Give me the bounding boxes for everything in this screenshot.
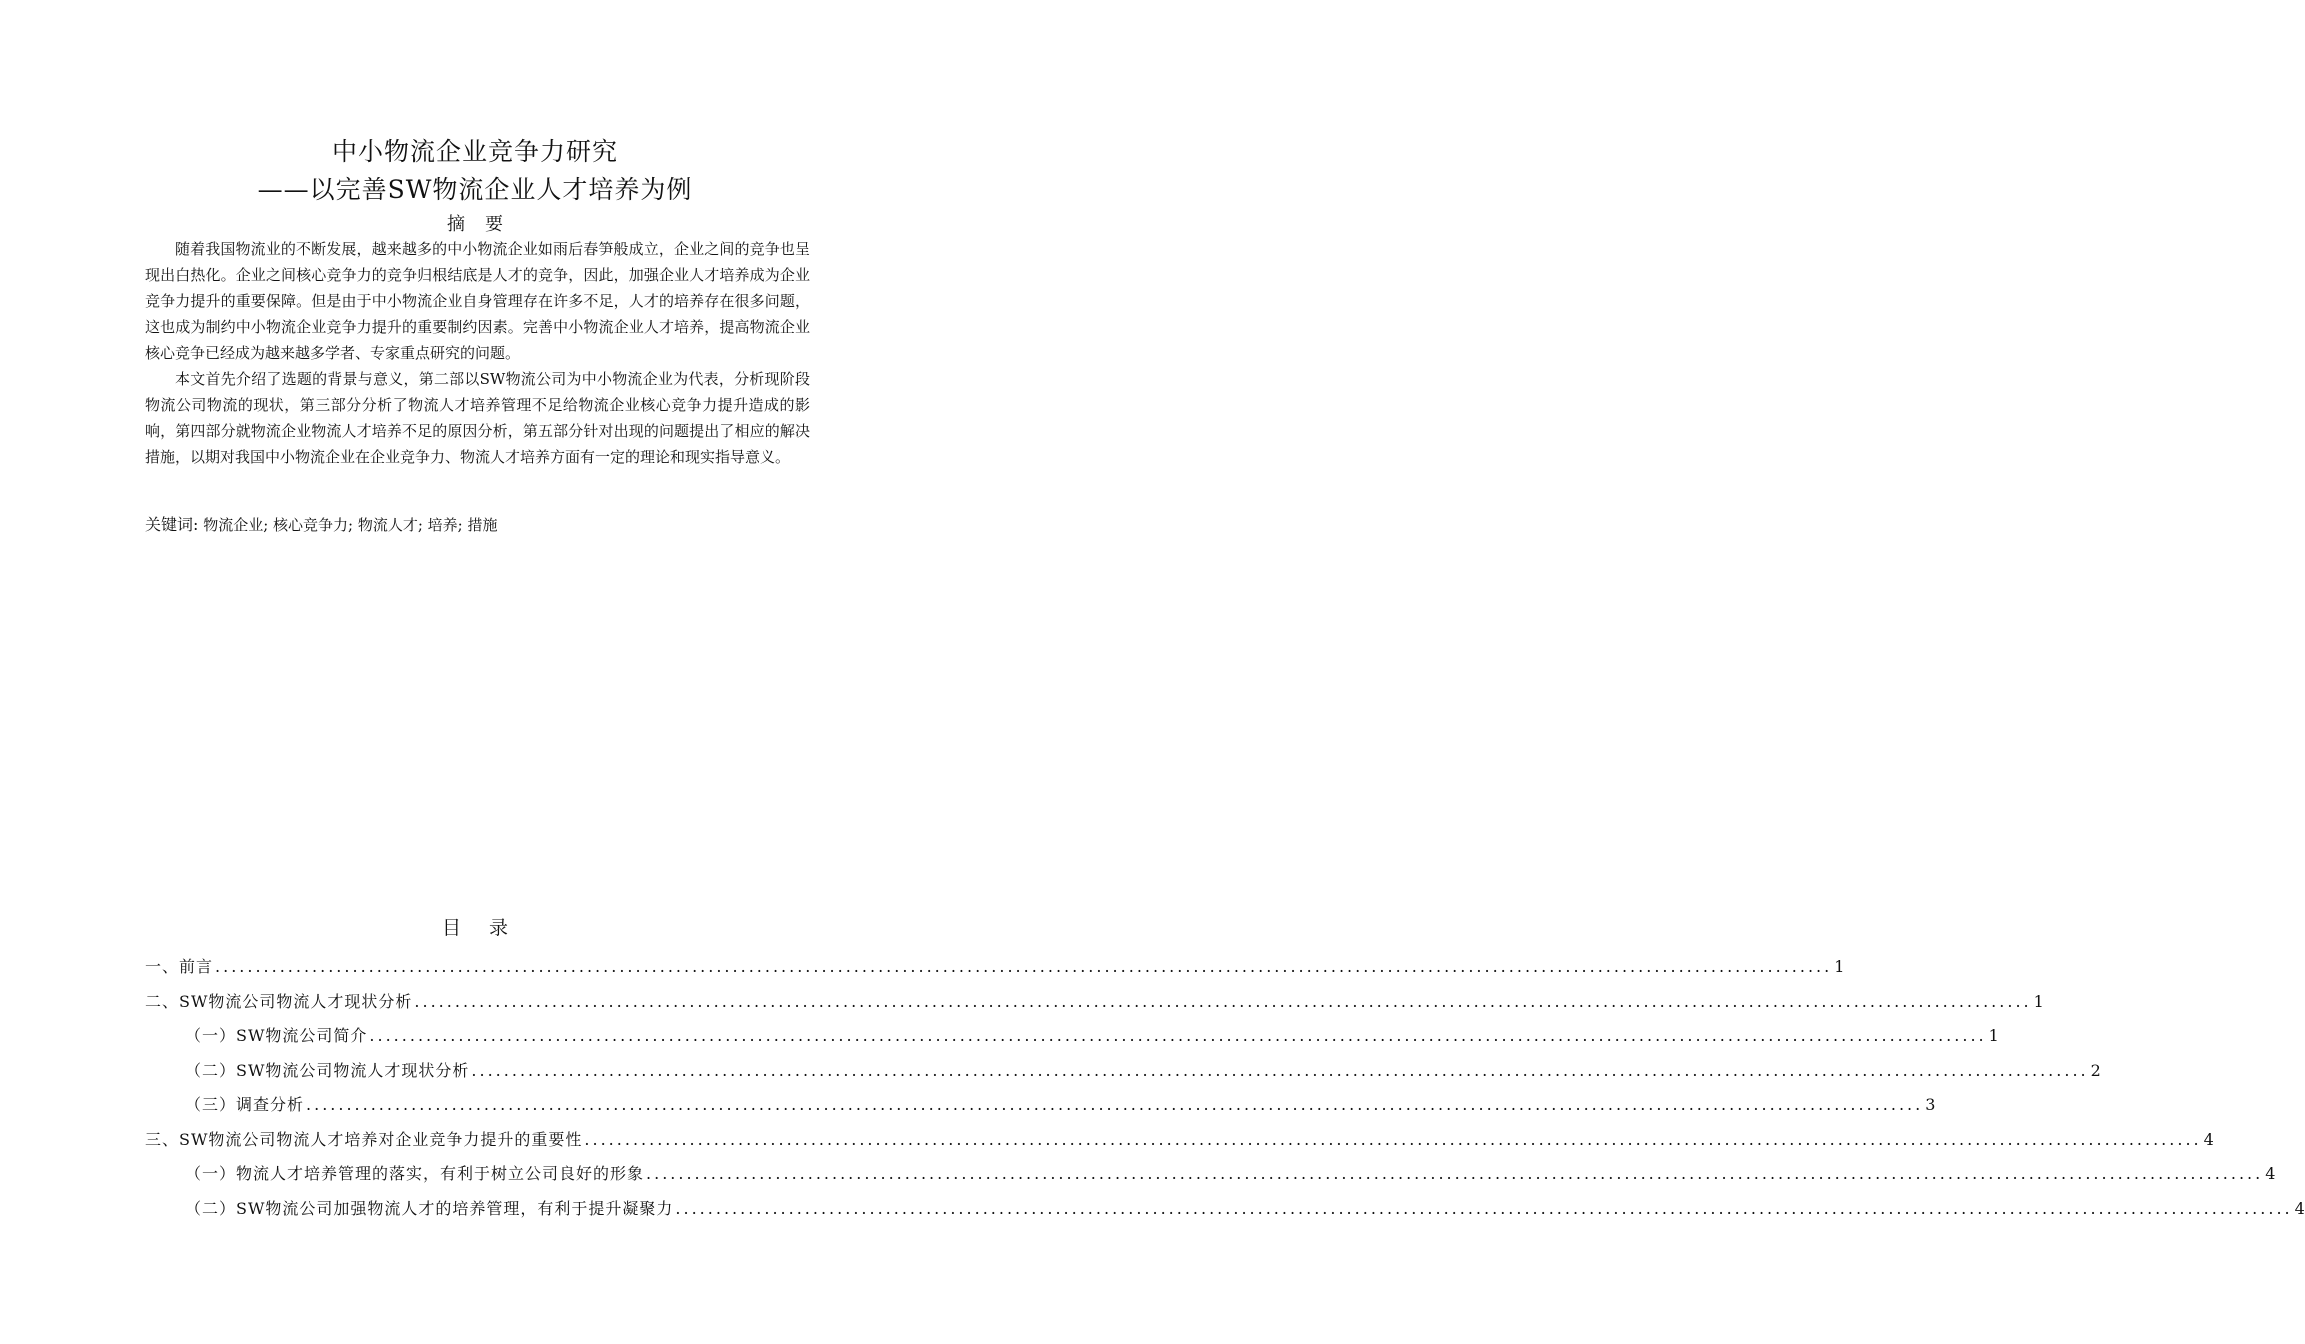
abstract-paragraph: 本文首先介绍了选题的背景与意义，第二部以SW物流公司为中小物流企业为代表，分析现阶段物流公司物流的现状，第三部分分析了物流人才培养管理不足给物流企业核心竞争力提升造成的影响，第四部分就物流企业物流人才培养不足的原因分析，第五部分针对出现的问题提出了相应的解决措施，以期对我国中小物流企业在企业竞争力、物流人才培养方面有一定的理论和现实指导意义。 xyxy=(145,370,810,466)
toc-leader-dots: ........................................................................................................................................................................................................ xyxy=(471,1060,2089,1080)
abstract-paragraph: 随着我国物流业的不断发展，越来越多的中小物流企业如雨后春笋般成立，企业之间的竞争也呈现出白热化。企业之间核心竞争力的竞争归根结底是人才的竞争，因此，加强企业人才培养成为企业竞争力提升的重要保障。但是由于中小物流企业自身管理存在许多不足，人才的培养存在很多问题，这也成为制约中小物流企业竞争力提升的重要制约因素。完善中小物流企业人才培养，提高物流企业核心竞争已经成为越来越多学者、专家重点研究的问题。 xyxy=(145,240,810,362)
toc-page-number: 3 xyxy=(1925,1095,1936,1114)
toc-leader-dots: ........................................................................................................................................................................................................ xyxy=(369,1026,1987,1045)
keywords-line xyxy=(145,512,497,535)
toc-entry-text: （一）物流人才培养管理的落实，有利于树立公司良好的形象 xyxy=(185,1164,645,1183)
toc-page-number: 2 xyxy=(2090,1060,2101,1080)
toc-leader-dots: ........................................................................................................................................................................................................ xyxy=(306,1095,1924,1114)
document-title: 中小物流企业竞争力研究 xyxy=(331,137,618,166)
toc-entry-text: 三、SW物流公司物流人才培养对企业竞争力提升的重要性 xyxy=(145,1129,583,1149)
toc-page-number: 1 xyxy=(2033,991,2044,1011)
toc-page-number: 4 xyxy=(2203,1129,2214,1149)
toc-leader-dots: ........................................................................................................................................................................................................ xyxy=(414,991,2032,1011)
toc-entry[interactable] xyxy=(145,1192,2305,1227)
toc-leader-dots: ........................................................................................................................................................................................................ xyxy=(215,957,1833,976)
abstract-heading: 摘要 xyxy=(447,214,523,235)
toc-heading: 目录 xyxy=(441,917,536,939)
toc-entry[interactable] xyxy=(145,1019,1999,1054)
toc-entry[interactable] xyxy=(145,985,2044,1020)
table-of-contents xyxy=(145,950,2305,1226)
toc-entry-text: （二）SW物流公司加强物流人才的培养管理，有利于提升凝聚力 xyxy=(185,1198,674,1218)
toc-page-number: 4 xyxy=(2294,1198,2305,1218)
toc-entry[interactable] xyxy=(145,950,1845,985)
abstract-body xyxy=(145,236,810,470)
toc-entry-text: （三）调查分析 xyxy=(185,1095,305,1114)
toc-entry[interactable] xyxy=(145,1157,2276,1192)
document-subtitle: ——以完善SW物流企业人才培养为例 xyxy=(257,175,693,204)
toc-entry[interactable] xyxy=(145,1054,2101,1089)
keywords-list: 物流企业; 核心竞争力; 物流人才; 培养; 措施 xyxy=(203,516,498,534)
toc-page-number: 4 xyxy=(2265,1164,2276,1183)
toc-entry[interactable] xyxy=(145,1088,1936,1123)
toc-leader-dots: ........................................................................................................................................................................................................ xyxy=(646,1164,2264,1183)
keywords-label: 关键词: xyxy=(145,515,199,534)
toc-entry-text: （二）SW物流公司物流人才现状分析 xyxy=(185,1060,470,1080)
toc-page-number: 1 xyxy=(1834,957,1845,976)
toc-entry-text: 二、SW物流公司物流人才现状分析 xyxy=(145,991,413,1011)
toc-entry[interactable] xyxy=(145,1123,2214,1158)
toc-entry-text: 一、前言 xyxy=(145,957,214,976)
toc-leader-dots: ........................................................................................................................................................................................................ xyxy=(584,1129,2202,1149)
toc-page-number: 1 xyxy=(1988,1026,1999,1045)
toc-entry-text: （一）SW物流公司简介 xyxy=(185,1026,368,1045)
toc-leader-dots: ........................................................................................................................................................................................................ xyxy=(675,1198,2293,1218)
